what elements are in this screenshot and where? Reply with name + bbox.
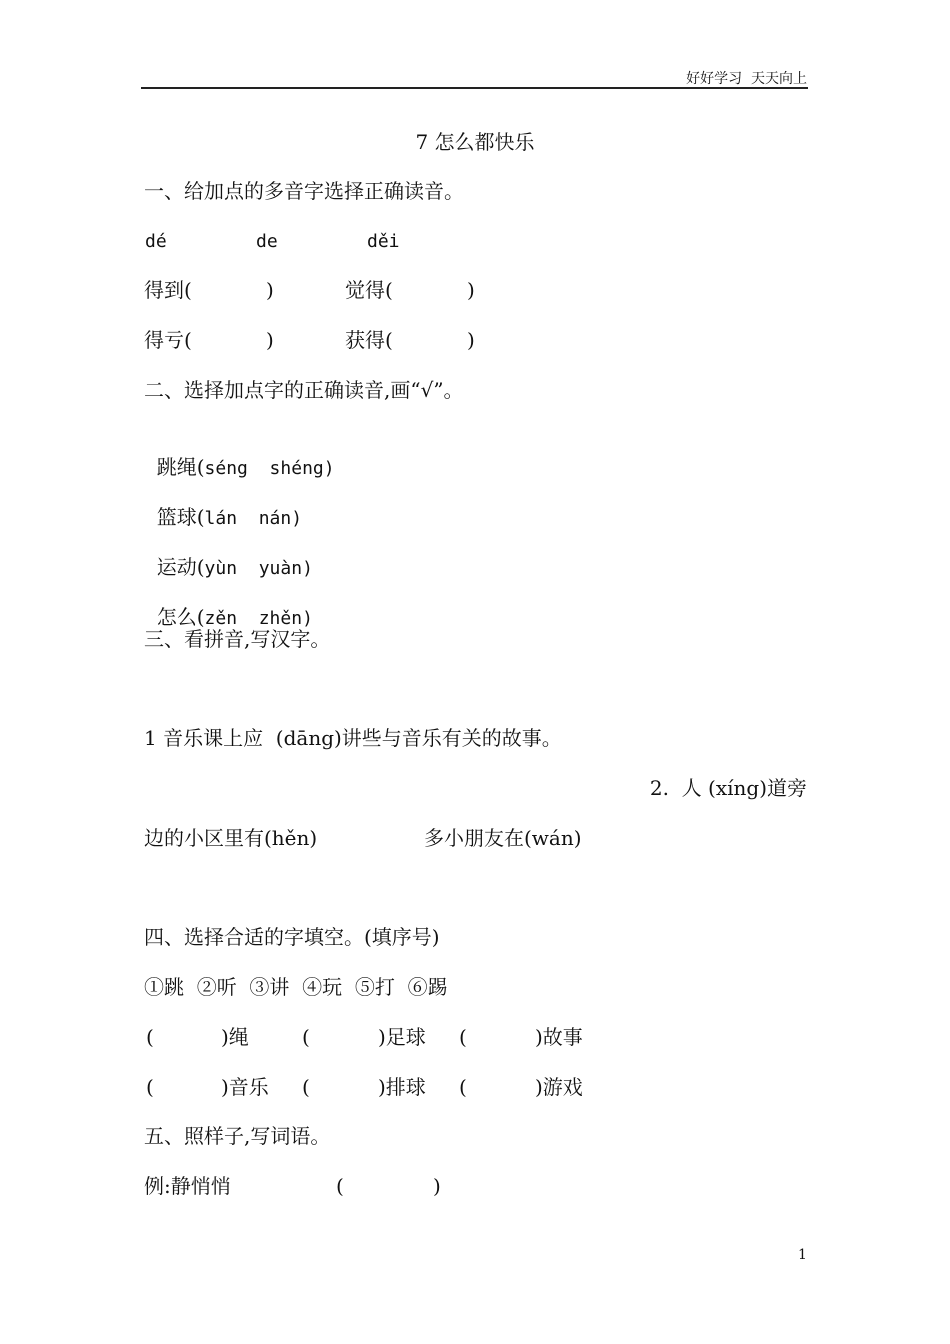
pinyin-choice-options: lán nán) bbox=[204, 508, 303, 529]
pinyin-sentence-2: 2. 人 (xíng)道旁 bbox=[649, 776, 807, 800]
section1-heading: 一、给加点的多音字选择正确读音。 bbox=[144, 179, 464, 203]
section3-heading: 三、看拼音,写汉字。 bbox=[144, 627, 331, 651]
fill-blank-open: ( bbox=[302, 1025, 310, 1049]
pinyin-choice-word: 篮球( bbox=[156, 505, 205, 529]
pinyin-choice-options: yùn yuàn) bbox=[204, 558, 313, 579]
fill-blank-close: )排球 bbox=[378, 1075, 426, 1099]
reading-option-2: de bbox=[256, 231, 278, 252]
fill-blank-open: ( bbox=[146, 1075, 154, 1099]
pinyin-choice-options: zěn zhěn) bbox=[204, 608, 313, 629]
polyphone-item-close: ) bbox=[467, 278, 475, 302]
page-title: 7 怎么都快乐 bbox=[415, 130, 535, 154]
reading-option-1: dé bbox=[145, 231, 167, 252]
polyphone-item-word: 获得( bbox=[345, 328, 393, 352]
page-number: 1 bbox=[798, 1247, 807, 1263]
fill-blank-close: )游戏 bbox=[535, 1075, 583, 1099]
pinyin-sentence-3a: 边的小区里有(hěn) bbox=[144, 826, 318, 850]
polyphone-item-close: ) bbox=[266, 328, 274, 352]
fill-blank-close: )音乐 bbox=[221, 1075, 269, 1099]
fill-blank-close: )足球 bbox=[378, 1025, 426, 1049]
polyphone-item-close: ) bbox=[266, 278, 274, 302]
fill-blank-close: )故事 bbox=[535, 1025, 583, 1049]
polyphone-item-close: ) bbox=[467, 328, 475, 352]
pinyin-sentence-1: 1 音乐课上应 (dāng)讲些与音乐有关的故事。 bbox=[144, 726, 562, 750]
pinyin-choice-word: 跳绳( bbox=[156, 455, 205, 479]
pinyin-choice-options: séng shéng) bbox=[204, 458, 335, 479]
fill-blank-open: ( bbox=[302, 1075, 310, 1099]
fill-blank-open: ( bbox=[459, 1075, 467, 1099]
pinyin-choice-word: 怎么( bbox=[156, 605, 205, 629]
pinyin-choice-word: 运动( bbox=[156, 555, 205, 579]
section2-heading: 二、选择加点字的正确读音,画“√”。 bbox=[144, 378, 464, 402]
section4-heading: 四、选择合适的字填空。(填序号) bbox=[144, 925, 440, 949]
header-motto: 好好学习 天天向上 bbox=[686, 71, 807, 87]
polyphone-item-word: 得亏( bbox=[144, 328, 192, 352]
answer-blank-close: ) bbox=[433, 1174, 441, 1198]
fill-blank-open: ( bbox=[459, 1025, 467, 1049]
polyphone-item-word: 得到( bbox=[144, 278, 192, 302]
section5-heading: 五、照样子,写词语。 bbox=[144, 1124, 331, 1148]
fill-blank-close: )绳 bbox=[221, 1025, 249, 1049]
polyphone-item-word: 觉得( bbox=[345, 278, 393, 302]
fill-blank-open: ( bbox=[146, 1025, 154, 1049]
answer-blank-open: ( bbox=[336, 1174, 344, 1198]
character-options: ①跳 ②听 ③讲 ④玩 ⑤打 ⑥踢 bbox=[144, 975, 448, 999]
header-divider bbox=[141, 87, 808, 89]
reading-option-3: děi bbox=[367, 231, 400, 252]
example-word: 例:静悄悄 bbox=[144, 1174, 231, 1198]
pinyin-sentence-3b: 多小朋友在(wán) bbox=[424, 826, 582, 850]
